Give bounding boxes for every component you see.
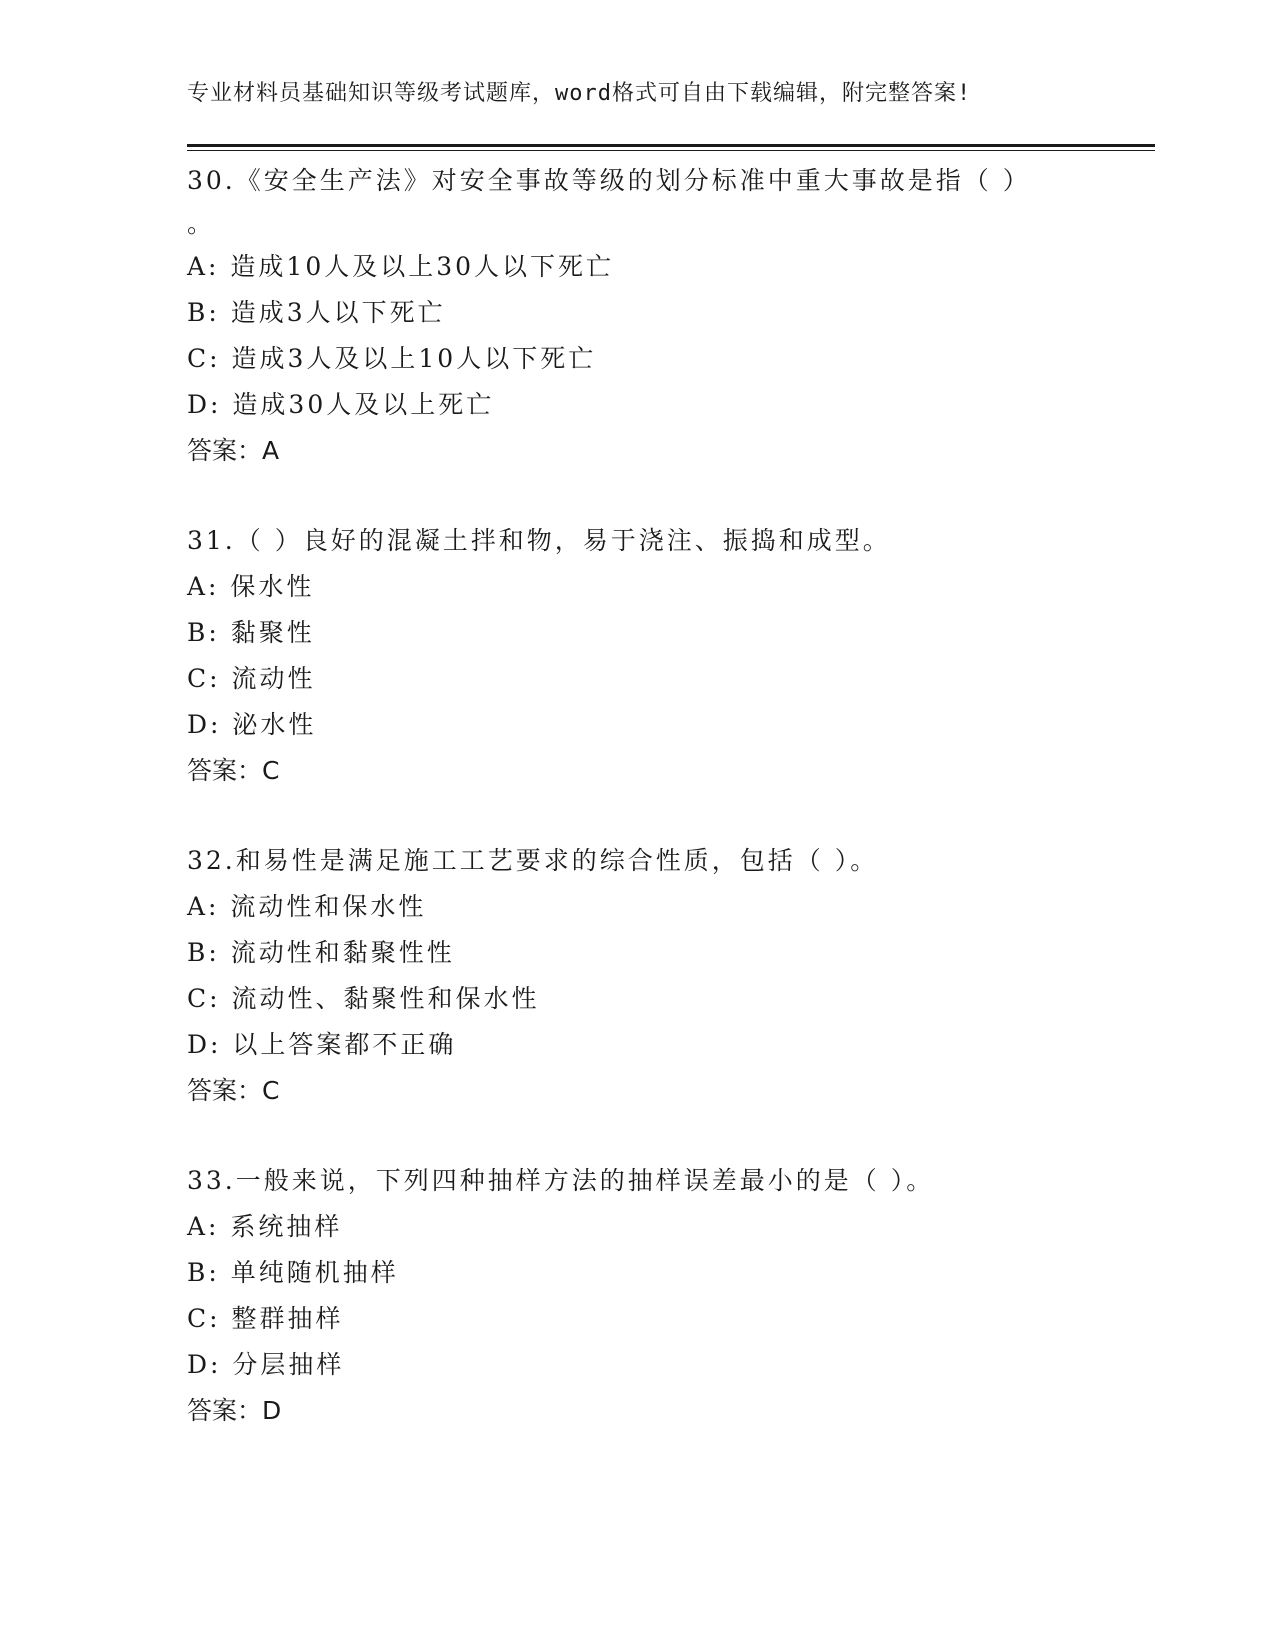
page-header: 专业材料员基础知识等级考试题库，word格式可自由下载编辑，附完整答案! [187, 81, 972, 106]
question-stem: 31.（ ）良好的混凝土拌和物，易于浇注、振捣和成型。 [187, 526, 891, 555]
header-rule-thick [187, 144, 1155, 147]
option-d: D: 造成30人及以上死亡 [187, 390, 495, 419]
option-c: C: 造成3人及以上10人以下死亡 [187, 344, 597, 373]
question-stem: 30.《安全生产法》对安全事故等级的划分标准中重大事故是指（ ） [187, 166, 1031, 195]
option-a: A: 系统抽样 [187, 1212, 343, 1241]
answer-line: 答案：D [187, 1396, 282, 1425]
answer-line: 答案：A [187, 436, 280, 465]
question-stem-continuation: 。 [187, 209, 213, 238]
option-d: D: 以上答案都不正确 [187, 1030, 457, 1059]
answer-line: 答案：C [187, 756, 280, 785]
option-b: B: 单纯随机抽样 [187, 1258, 399, 1287]
option-a: A: 造成10人及以上30人以下死亡 [187, 252, 615, 281]
option-b: B: 造成3人以下死亡 [187, 298, 446, 327]
option-c: C: 流动性 [187, 664, 316, 693]
option-d: D: 分层抽样 [187, 1350, 345, 1379]
option-a: A: 保水性 [187, 572, 315, 601]
question-32 [187, 838, 1155, 1114]
option-b: B: 流动性和黏聚性性 [187, 938, 455, 967]
question-31 [187, 518, 1155, 794]
question-33 [187, 1158, 1155, 1434]
question-30 [187, 158, 1155, 474]
question-stem: 32.和易性是满足施工工艺要求的综合性质，包括（ ）。 [187, 846, 879, 875]
answer-line: 答案：C [187, 1076, 280, 1105]
header-rule-thin [187, 150, 1155, 151]
option-a: A: 流动性和保水性 [187, 892, 427, 921]
option-c: C: 流动性、黏聚性和保水性 [187, 984, 540, 1013]
question-stem: 33.一般来说，下列四种抽样方法的抽样误差最小的是（ ）。 [187, 1166, 935, 1195]
option-c: C: 整群抽样 [187, 1304, 344, 1333]
option-b: B: 黏聚性 [187, 618, 315, 647]
option-d: D: 泌水性 [187, 710, 317, 739]
question-list [187, 158, 1155, 1478]
